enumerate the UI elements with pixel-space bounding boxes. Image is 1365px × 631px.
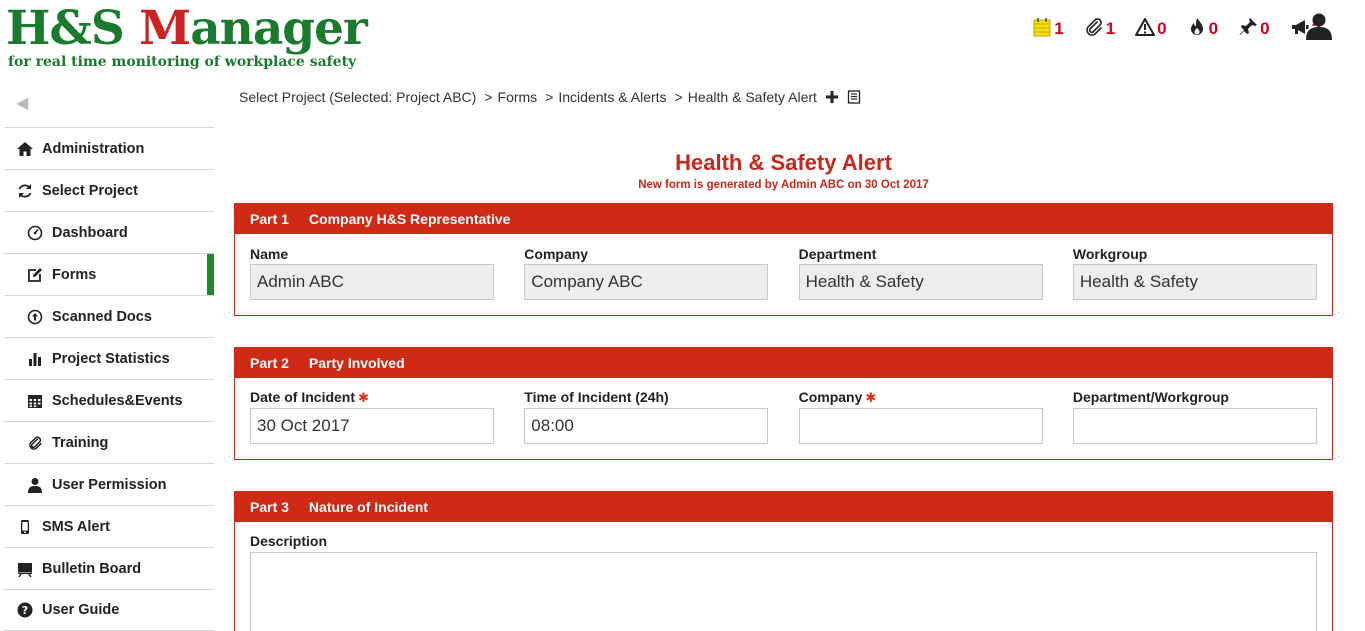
warning-notif[interactable] bbox=[1135, 14, 1166, 44]
fire-notif[interactable] bbox=[1187, 14, 1218, 44]
fire-icon bbox=[1187, 17, 1207, 42]
sidebar-item-sms-alert[interactable] bbox=[4, 505, 214, 547]
paperclip-icon bbox=[1084, 17, 1104, 42]
workgroup-label: Workgroup bbox=[1072, 246, 1148, 262]
sidebar-item-label: User Guide bbox=[42, 602, 120, 618]
paperclip-icon bbox=[26, 434, 44, 452]
breadcrumb-separator: > bbox=[484, 89, 493, 105]
part1-header bbox=[235, 204, 1332, 234]
sidebar-item-label: Select Project bbox=[42, 182, 138, 199]
user-icon bbox=[26, 476, 44, 494]
upload-icon bbox=[26, 308, 44, 326]
calendar-count: 1 bbox=[1054, 19, 1064, 38]
sidebar-item-user-permission[interactable] bbox=[4, 463, 214, 505]
notification-bar bbox=[1012, 14, 1321, 44]
board-icon bbox=[16, 560, 34, 578]
part3-section bbox=[234, 491, 1333, 631]
part2-number: Part 2 bbox=[250, 355, 289, 371]
fire-count: 0 bbox=[1208, 19, 1219, 38]
part1-number: Part 1 bbox=[250, 211, 289, 227]
sidebar-item-label: SMS Alert bbox=[42, 518, 110, 535]
pin-notif[interactable] bbox=[1238, 14, 1269, 44]
required-marker: ✱ bbox=[865, 390, 877, 405]
question-icon bbox=[16, 601, 34, 619]
sidebar-collapse-icon[interactable]: ◀ bbox=[16, 95, 29, 112]
name-label: Name bbox=[250, 246, 289, 262]
breadcrumb bbox=[239, 89, 861, 105]
sidebar-item-label: Administration bbox=[42, 140, 145, 157]
party-company-input[interactable] bbox=[799, 408, 1043, 444]
department-workgroup-label: Department/Workgroup bbox=[1072, 389, 1229, 405]
time-of-incident-label: Time of Incident (24h) bbox=[524, 389, 669, 405]
required-marker: ✱ bbox=[358, 390, 369, 405]
workgroup-field: Health & Safety bbox=[1073, 264, 1317, 300]
sidebar-item-schedules-events[interactable] bbox=[4, 379, 214, 421]
sidebar-item-scanned-docs[interactable] bbox=[4, 295, 214, 337]
company-field: Company ABC bbox=[524, 264, 768, 300]
attachment-notif[interactable] bbox=[1084, 14, 1115, 44]
breadcrumb-forms[interactable]: Forms bbox=[497, 89, 538, 105]
calendar-grid-icon bbox=[26, 392, 44, 410]
part2-title: Party Involved bbox=[308, 355, 405, 371]
refresh-icon bbox=[16, 182, 34, 200]
sidebar-item-label: Bulletin Board bbox=[42, 560, 142, 577]
sidebar-item-label: Dashboard bbox=[52, 224, 128, 241]
department-field: Health & Safety bbox=[799, 264, 1043, 300]
sidebar-item-forms[interactable] bbox=[4, 253, 214, 295]
sidebar-item-label: Training bbox=[52, 434, 109, 451]
sidebar-item-label: Forms bbox=[52, 266, 97, 283]
calendar-icon bbox=[1032, 17, 1052, 42]
sidebar-item-label: User Permission bbox=[52, 476, 167, 493]
date-of-incident-input[interactable]: 30 Oct 2017 bbox=[250, 408, 494, 444]
app-logo[interactable] bbox=[6, 2, 367, 70]
list-view-icon[interactable] bbox=[847, 90, 861, 104]
breadcrumb-select-project[interactable]: Select Project (Selected: Project ABC) bbox=[239, 89, 477, 105]
bar-chart-icon bbox=[26, 350, 44, 368]
breadcrumb-incidents-alerts[interactable]: Incidents & Alerts bbox=[558, 89, 667, 105]
form-title: Health & Safety Alert bbox=[675, 150, 892, 175]
logo-title: H&S Manager bbox=[6, 1, 367, 56]
logo-subtitle: for real time monitoring of workplace safety bbox=[8, 54, 357, 70]
pin-count: 0 bbox=[1260, 19, 1270, 38]
date-of-incident-label: Date of Incident ✱ bbox=[250, 389, 369, 405]
part1-title: Company H&S Representative bbox=[308, 211, 511, 227]
time-of-incident-input[interactable]: 08:00 bbox=[524, 408, 768, 444]
part2-section bbox=[234, 347, 1333, 460]
attachment-count: 1 bbox=[1105, 19, 1116, 38]
gauge-icon bbox=[26, 224, 44, 242]
phone-icon bbox=[16, 518, 34, 536]
home-icon bbox=[16, 140, 34, 158]
part1-section bbox=[234, 203, 1333, 316]
sidebar-item-select-project[interactable] bbox=[4, 169, 214, 211]
sidebar-item-project-statistics[interactable] bbox=[4, 337, 214, 379]
form-subtitle: New form is generated by Admin ABC on 30 Oct 2017 bbox=[638, 179, 929, 191]
svg-text:?: ? bbox=[21, 604, 29, 617]
name-field: Admin ABC bbox=[250, 264, 494, 300]
sidebar-item-label: Scanned Docs bbox=[52, 308, 152, 325]
part3-header bbox=[235, 492, 1332, 522]
sidebar-item-dashboard[interactable] bbox=[4, 211, 214, 253]
warning-count: 0 bbox=[1157, 19, 1167, 38]
edit-icon bbox=[26, 266, 44, 284]
sidebar-item-training[interactable] bbox=[4, 421, 214, 463]
sidebar-item-bulletin-board[interactable] bbox=[4, 547, 214, 589]
sidebar-item-user-guide[interactable] bbox=[4, 589, 214, 631]
pin-icon bbox=[1238, 17, 1258, 42]
sidebar-nav bbox=[4, 127, 214, 631]
breadcrumb-separator: > bbox=[545, 89, 554, 105]
department-label: Department bbox=[798, 246, 877, 262]
sidebar-item-administration[interactable] bbox=[4, 127, 214, 169]
add-form-icon[interactable] bbox=[825, 90, 839, 104]
calendar-notif[interactable] bbox=[1032, 14, 1063, 44]
breadcrumb-separator: > bbox=[674, 89, 683, 105]
department-workgroup-input[interactable] bbox=[1073, 408, 1317, 444]
description-label: Description bbox=[250, 533, 328, 549]
description-textarea[interactable] bbox=[250, 552, 1317, 631]
sidebar-item-label: Schedules&Events bbox=[52, 392, 183, 409]
part2-header bbox=[235, 348, 1332, 378]
sidebar-item-label: Project Statistics bbox=[52, 350, 170, 367]
party-company-label: Company ✱ bbox=[798, 389, 877, 405]
warning-icon bbox=[1135, 17, 1155, 42]
breadcrumb-current-form: Health & Safety Alert bbox=[687, 89, 817, 105]
company-label: Company bbox=[524, 246, 589, 262]
user-account-icon[interactable] bbox=[1305, 12, 1333, 40]
part3-number: Part 3 bbox=[250, 499, 289, 515]
part3-title: Nature of Incident bbox=[308, 499, 428, 515]
